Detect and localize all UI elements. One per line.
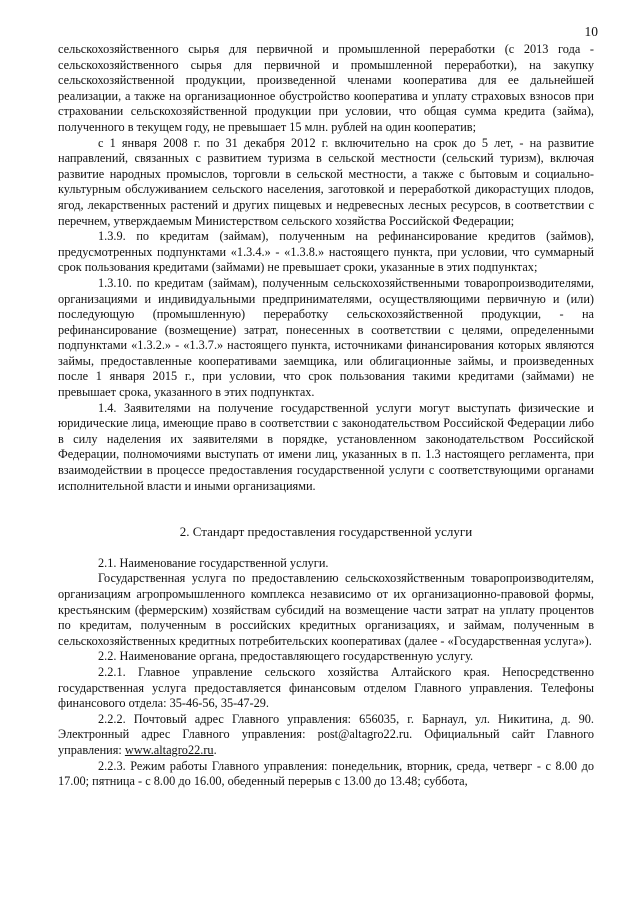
paragraph-1-4: 1.4. Заявителями на получение государственной услуги могут выступать физические и юридические лица, имеющие право в соответствии с законодательством Российской Федерации либо в силу наделения их заявителями в порядке, установленном законодательством Российской Федерации, полномочиями выступать от имени лиц, указанных в п. 1.3 настоящего регламента, при взаимодействии в процессе предоставления государственной услуги с соответствующими органами исполнительной власти и иными организациями. bbox=[58, 400, 594, 493]
section-heading: 2. Стандарт предоставления государственной услуги bbox=[179, 524, 473, 540]
address-text: 2.2.2. Почтовый адрес Главного управления: 656035, г. Барнаул, ул. Никитина, д. 90. Электронный адрес Главного управления: post@altagro22.ru. Официальный сайт Главного управления: bbox=[58, 711, 594, 757]
paragraph-2-1: 2.1. Наименование государственной услуги. bbox=[98, 555, 329, 570]
website-link[interactable]: www.altagro22.ru bbox=[124, 742, 214, 757]
paragraph-2-2: 2.2. Наименование органа, предоставляющего государственную услугу. bbox=[98, 649, 474, 664]
address-tail: . bbox=[213, 742, 217, 757]
paragraph-rural-tourism: с 1 января 2008 г. по 31 декабря 2012 г. включительно на срок до 5 лет, - на развитие направлений, связанных с развитием туризма в сельской местности (сельский туризм), включая развитие народных промыслов, торговли в сельской местности, а также с бытовым и социально-культурным обслуживанием сельского населения, заготовкой и переработкой дикорастущих плодов, ягод, лекарственных растений и других пищевых и недревесных лесных ресурсов, в соответствии с перечнем, утверждаемым Министерством сельского хозяйства Российской Федерации; bbox=[58, 135, 594, 228]
paragraph-1-3-10: 1.3.10. по кредитам (займам), полученным сельскохозяйственными товаропроизводителями, организациями и индивидуальными предпринимателями, осуществляющими первичную и (или) последующую (промышленную) переработку сельскохозяйственной продукции, - на рефинансирование (возмещение) затрат, понесенных в соответствии с целями, определенными подпунктами «1.3.2.» - «1.3.7.» настоящего пункта, источниками финансирования которых являются займы, предоставленные кооперативами заемщика, или облигационные займы, и произведенных после 1 января 2015 г., при условии, что срок пользования такими кредитами (займами) не превышает срока, указанного в этих подпунктах. bbox=[58, 275, 594, 400]
paragraph-2-2-1: 2.2.1. Главное управление сельского хозяйства Алтайского края. Непосредственно государственная услуга предоставляется финансовым отделом Главного управления. Телефоны финансового отдела: 35-46-56, 35-47-29. bbox=[58, 664, 594, 711]
paragraph-cooperative-credit: сельскохозяйственного сырья для первичной и промышленной переработки (с 2013 года - сельскохозяйственного сырья для первичной и промышленной переработки), на закупку сельскохозяйственной продукции, произведенной членами кооператива для ее дальнейшей реализации, а также на организационное обустройство кооператива и уплату страховых взносов при страховании сельскохозяйственной продукции при условии, что общая сумма кредита (займа), полученного в текущем году, не превышает 15 млн. рублей на один кооператив; bbox=[58, 42, 594, 134]
paragraph-1-3-9: 1.3.9. по кредитам (займам), полученным на рефинансирование кредитов (займов), предусмотренных подпунктами «1.3.4.» - «1.3.8.» настоящего пункта, при условии, что суммарный срок пользования кредитами (займами) не превышает сроки, указанные в этих подпунктах; bbox=[58, 229, 594, 275]
paragraph-service-description: Государственная услуга по предоставлению сельскохозяйственным товаропроизводителям, организациям агропромышленного комплекса независимо от их организационно-правовой формы, крестьянским (фермерским) хозяйствам субсидий на возмещение части затрат на уплату процентов по кредитам, полученным в российских кредитных организациях, и займам, полученным в сельскохозяйственных кредитных потребительских кооперативах (далее - «Государственная услуга»). bbox=[58, 571, 594, 648]
page-number: 10 bbox=[584, 24, 598, 39]
document-body bbox=[58, 42, 594, 790]
paragraph-2-2-2 bbox=[58, 712, 594, 759]
paragraph-2-2-3: 2.2.3. Режим работы Главного управления: понедельник, вторник, среда, четверг - с 8.00 до 17.00; пятница - с 8.00 до 16.00, обеденный перерыв с 13.00 до 13.48; суббота, bbox=[58, 758, 594, 789]
